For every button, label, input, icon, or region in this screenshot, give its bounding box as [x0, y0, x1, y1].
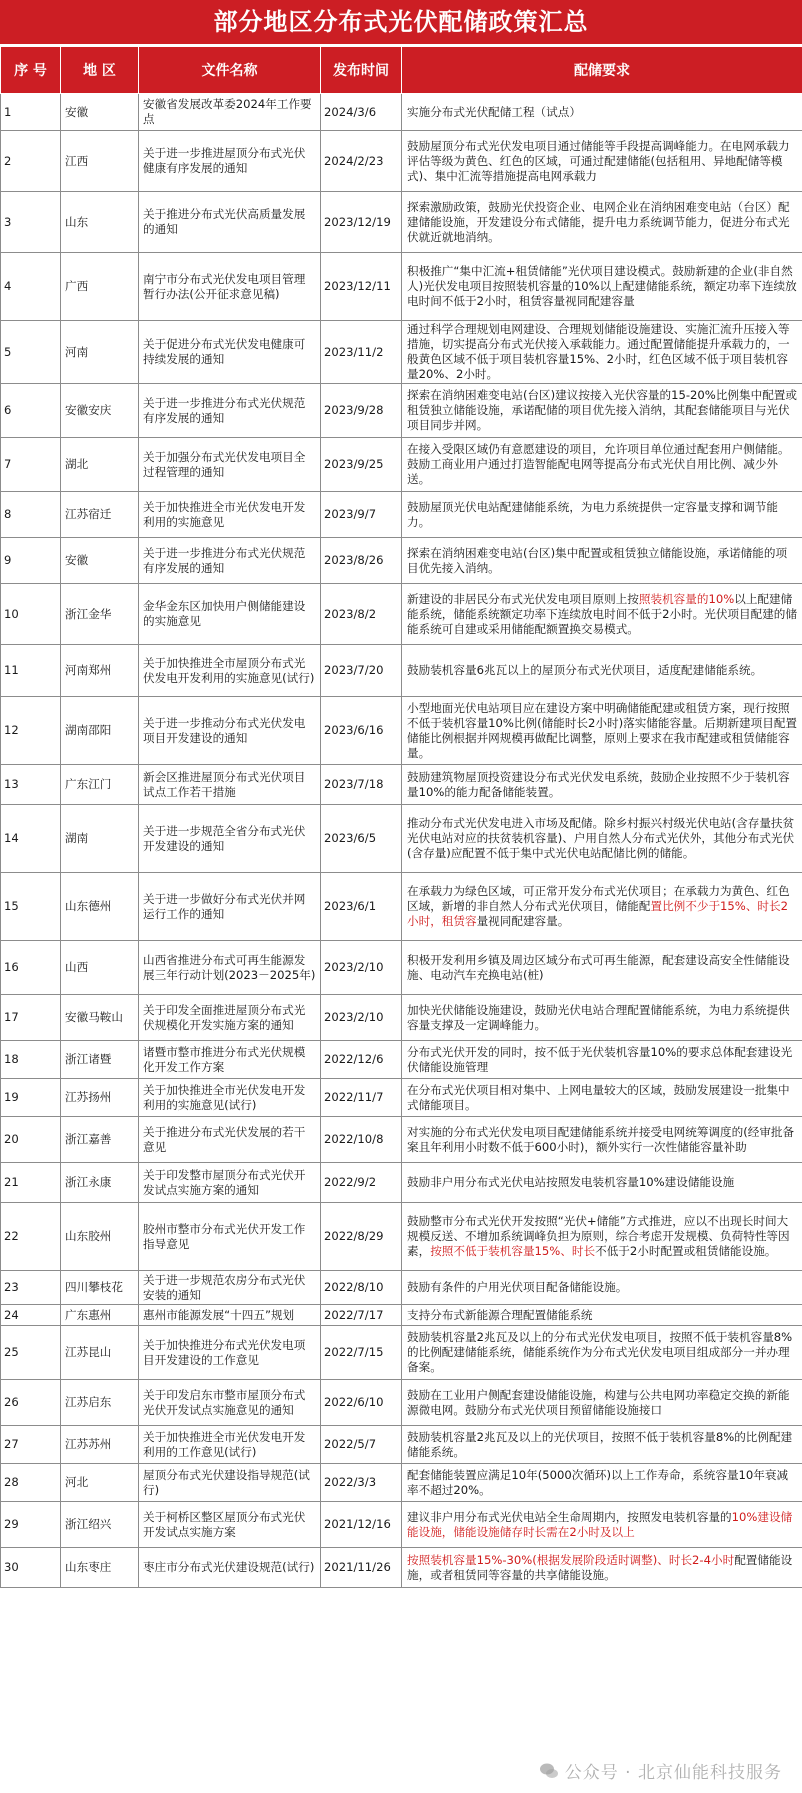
row-region: 山东枣庄: [61, 1548, 139, 1588]
row-document-name: 关于加快推进全市光伏发电开发利用的实施意见(试行): [139, 1079, 321, 1117]
row-number: 7: [1, 438, 61, 492]
row-document-name: 关于加快推进全市屋顶分布式光伏发电开发利用的实施意见(试行): [139, 645, 321, 697]
row-document-name: 关于进一步规范农房分布式光伏安装的通知: [139, 1271, 321, 1305]
table-row: [1, 1203, 802, 1271]
row-date: 2023/6/1: [321, 873, 402, 941]
row-requirement: [402, 1079, 802, 1117]
row-date: 2022/7/17: [321, 1305, 402, 1326]
row-document-name: 关于印发整市屋顶分布式光伏开发试点实施方案的通知: [139, 1163, 321, 1203]
row-date: 2023/12/19: [321, 192, 402, 253]
requirement-text: 实施分布式光伏配储工程（试点）: [407, 104, 581, 119]
row-requirement: [402, 584, 802, 645]
requirement-text: 小型地面光伏电站项目应在建设方案中明确储能配建或租赁方案，现行按照不低于装机容量10%比例(储能时长2小时)落实储能容量。后期新建项目配置储能比例根据并网规模再做配比调整，原则上要求在我市配建或租赁储能容量。: [407, 700, 798, 760]
row-number: 20: [1, 1117, 61, 1163]
row-document-name: 关于柯桥区整区屋顶分布式光伏开发试点实施方案: [139, 1502, 321, 1548]
row-number: 1: [1, 94, 61, 131]
row-region: 江苏扬州: [61, 1079, 139, 1117]
row-region: 安徽安庆: [61, 384, 139, 438]
wechat-icon: [539, 1761, 559, 1781]
row-number: 27: [1, 1426, 61, 1464]
table-row: [1, 1041, 802, 1079]
row-requirement: [402, 131, 802, 192]
table-row: [1, 1502, 802, 1548]
row-number: 10: [1, 584, 61, 645]
row-date: 2024/2/23: [321, 131, 402, 192]
requirement-text: 探索在消纳困难变电站(台区)建议按接入光伏容量的15-20%比例集中配置或租赁独立储能设施，承诺配储的项目优先接入消纳，其配套储能项目与光伏项目同步并网。: [407, 388, 797, 432]
table-header-row: [1, 47, 802, 94]
watermark-text: 公众号 · 北京仙能科技服务: [564, 1763, 782, 1783]
table-row: [1, 873, 802, 941]
page-title: 部分地区分布式光伏配储政策汇总: [0, 0, 802, 46]
row-region: 四川攀枝花: [61, 1271, 139, 1305]
row-number: 16: [1, 941, 61, 995]
row-region: 江苏宿迁: [61, 492, 139, 538]
row-requirement: [402, 1380, 802, 1426]
row-document-name: 关于加快推进全市光伏发电开发利用的实施意见: [139, 492, 321, 538]
header-region: 地 区: [61, 47, 139, 94]
row-requirement: [402, 697, 802, 765]
row-date: 2023/8/26: [321, 538, 402, 584]
row-number: 2: [1, 131, 61, 192]
row-region: 河北: [61, 1464, 139, 1502]
table-row: [1, 1305, 802, 1326]
row-document-name: 关于进一步推进屋顶分布式光伏健康有序发展的通知: [139, 131, 321, 192]
row-date: 2021/12/16: [321, 1502, 402, 1548]
row-requirement: [402, 192, 802, 253]
row-date: 2023/9/7: [321, 492, 402, 538]
table-row: [1, 1548, 802, 1588]
row-date: 2022/8/10: [321, 1271, 402, 1305]
requirement-highlight: 置比例不少于15%、时长2小时，租赁容: [407, 899, 788, 928]
table-row: [1, 995, 802, 1041]
row-document-name: 安徽省发展改革委2024年工作要点: [139, 94, 321, 131]
requirement-text: 在接入受限区域仍有意愿建设的项目，允许项目单位通过配套用户侧储能。鼓励工商业用户通过打造智能配电网等提高分布式光伏自用比例、减少外送。: [407, 442, 790, 486]
row-requirement: [402, 1426, 802, 1464]
row-requirement: [402, 995, 802, 1041]
table-row: [1, 805, 802, 873]
requirement-text: 鼓励有条件的户用光伏项目配备储能设施。: [407, 1280, 628, 1294]
requirement-text: 建议非户用分布式光伏电站全生命周期内，按照发电装机容量的: [407, 1509, 732, 1524]
requirement-highlight: 按照不低于装机容量15%、时长: [430, 1244, 596, 1258]
row-region: 湖南: [61, 805, 139, 873]
table-row: [1, 438, 802, 492]
requirement-text: 在分布式光伏项目相对集中、上网电量较大的区域，鼓励发展建设一批集中式储能项目。: [407, 1082, 790, 1112]
row-number: 11: [1, 645, 61, 697]
table-row: [1, 1079, 802, 1117]
row-number: 30: [1, 1548, 61, 1588]
row-document-name: 金华金东区加快用户侧储能建设的实施意见: [139, 584, 321, 645]
row-number: 29: [1, 1502, 61, 1548]
row-region: 浙江绍兴: [61, 1502, 139, 1548]
table-row: [1, 765, 802, 805]
table-row: [1, 492, 802, 538]
row-requirement: [402, 253, 802, 321]
row-document-name: 南宁市分布式光伏发电项目管理暂行办法(公开征求意见稿): [139, 253, 321, 321]
row-number: 5: [1, 321, 61, 384]
row-number: 14: [1, 805, 61, 873]
row-number: 18: [1, 1041, 61, 1079]
row-date: 2023/2/10: [321, 941, 402, 995]
requirement-text: 在承载力为绿色区域，可正常开发分布式光伏项目；在承载力为黄色、红色区域，新增的非自然人分布式光伏项目，储能配: [407, 884, 790, 913]
table-row: [1, 321, 802, 384]
table-row: [1, 1326, 802, 1380]
row-date: 2023/9/25: [321, 438, 402, 492]
row-document-name: 诸暨市整市推进分布式光伏规模化开发工作方案: [139, 1041, 321, 1079]
row-region: 山西: [61, 941, 139, 995]
policy-table: [0, 46, 802, 1588]
row-number: 24: [1, 1305, 61, 1326]
row-number: 19: [1, 1079, 61, 1117]
requirement-text: 鼓励建筑物屋顶投资建设分布式光伏发电系统，鼓励企业按照不少于装机容量10%的能力配备储能装置。: [407, 769, 790, 799]
row-number: 26: [1, 1380, 61, 1426]
row-date: 2022/6/10: [321, 1380, 402, 1426]
row-number: 15: [1, 873, 61, 941]
requirement-text: 鼓励装机容量2兆瓦及以上的分布式光伏发电项目，按照不低于装机容量8%的比例配建储能系统，储能系统作为分布式光伏发电项目组成部分一并办理备案。: [407, 1330, 793, 1374]
row-requirement: [402, 1502, 802, 1548]
table-row: [1, 94, 802, 131]
row-number: 13: [1, 765, 61, 805]
row-region: 江苏苏州: [61, 1426, 139, 1464]
row-document-name: 关于促进分布式光伏发电健康可持续发展的通知: [139, 321, 321, 384]
watermark: [539, 1758, 782, 1783]
row-document-name: 胶州市整市分布式光伏开发工作指导意见: [139, 1203, 321, 1271]
row-date: 2023/9/28: [321, 384, 402, 438]
row-document-name: 关于印发启东市整市屋顶分布式光伏开发试点实施意见的通知: [139, 1380, 321, 1426]
row-number: 23: [1, 1271, 61, 1305]
row-region: 江苏昆山: [61, 1326, 139, 1380]
header-req: 配储要求: [402, 47, 802, 94]
row-requirement: [402, 941, 802, 995]
requirement-text: 鼓励整市分布式光伏开发按照“光伏+储能”方式推进，应以不出现长时间大规模反送、不增加系统调峰负担为原则，综合考虑开发规模、负荷特性等因素，: [407, 1214, 790, 1258]
row-date: 2022/3/3: [321, 1464, 402, 1502]
row-document-name: 关于印发全面推进屋顶分布式光伏规模化开发实施方案的通知: [139, 995, 321, 1041]
requirement-text: 鼓励非户用分布式光伏电站按照发电装机容量10%建设储能设施: [407, 1175, 735, 1189]
table-row: [1, 1426, 802, 1464]
row-document-name: 关于推进分布式光伏发展的若干意见: [139, 1117, 321, 1163]
row-requirement: [402, 1117, 802, 1163]
row-region: 山东胶州: [61, 1203, 139, 1271]
row-region: 河南: [61, 321, 139, 384]
table-row: [1, 1271, 802, 1305]
row-requirement: [402, 765, 802, 805]
table-row: [1, 941, 802, 995]
table-row: [1, 131, 802, 192]
row-region: 江西: [61, 131, 139, 192]
row-region: 安徽: [61, 94, 139, 131]
row-requirement: [402, 384, 802, 438]
row-requirement: [402, 1548, 802, 1588]
row-date: 2024/3/6: [321, 94, 402, 131]
row-region: 浙江诸暨: [61, 1041, 139, 1079]
row-document-name: 屋顶分布式光伏建设指导规范(试行): [139, 1464, 321, 1502]
row-region: 广东江门: [61, 765, 139, 805]
row-requirement: [402, 805, 802, 873]
table-row: [1, 192, 802, 253]
table-row: [1, 1117, 802, 1163]
row-document-name: 惠州市能源发展“十四五”规划: [139, 1305, 321, 1326]
row-requirement: [402, 1305, 802, 1326]
requirement-text: 分布式光伏开发的同时，按不低于光伏装机容量10%的要求总体配套建设光伏储能设施管理: [407, 1044, 793, 1074]
table-row: [1, 384, 802, 438]
requirement-text: 支持分布式新能源合理配置储能系统: [407, 1307, 593, 1322]
requirement-tail: 不低于2小时配置或租赁储能设施。: [595, 1244, 777, 1258]
table-body: [1, 94, 802, 1588]
table-row: [1, 538, 802, 584]
row-document-name: 关于进一步做好分布式光伏并网运行工作的通知: [139, 873, 321, 941]
row-number: 6: [1, 384, 61, 438]
table-row: [1, 645, 802, 697]
row-requirement: [402, 873, 802, 941]
row-number: 8: [1, 492, 61, 538]
requirement-text: 积极推广“集中汇流+租赁储能”光伏项目建设模式。鼓励新建的企业(非自然人)光伏发电项目按照装机容量的10%以上配建储能系统，额定功率下连续放电时间不低于2小时，租赁容量视同配建容量: [407, 264, 797, 308]
table-row: [1, 1380, 802, 1426]
row-requirement: [402, 1464, 802, 1502]
row-document-name: 枣庄市分布式光伏建设规范(试行): [139, 1548, 321, 1588]
table-row: [1, 697, 802, 765]
requirement-text: 加快光伏储能设施建设，鼓励光伏电站合理配置储能系统，为电力系统提供容量支撑及一定调峰能力。: [407, 1002, 790, 1032]
row-date: 2023/11/2: [321, 321, 402, 384]
row-requirement: [402, 645, 802, 697]
row-date: 2022/9/2: [321, 1163, 402, 1203]
row-region: 广西: [61, 253, 139, 321]
table-row: [1, 253, 802, 321]
row-number: 25: [1, 1326, 61, 1380]
requirement-highlight: 按照装机容量15%-30%(根据发展阶段适时调整)、时长2-4小时: [407, 1552, 735, 1567]
row-requirement: [402, 1271, 802, 1305]
requirement-tail: 以上配建储能系统，储能系统额定功率下连续放电时间不低于2小时。光伏项目配建的储能系统可自建或采用储能配额置换交易模式。: [407, 591, 797, 636]
row-document-name: 关于加强分布式光伏发电项目全过程管理的通知: [139, 438, 321, 492]
requirement-text: 探索激励政策，鼓励光伏投资企业、电网企业在消纳困难变电站（台区）配建储能设施，开发建设分布式储能，提升电力系统调节能力，促进分布式光伏就近就地消纳。: [407, 199, 790, 244]
row-requirement: [402, 1163, 802, 1203]
row-number: 21: [1, 1163, 61, 1203]
requirement-tail: 配置储能设施，或者租赁同等容量的共享储能设施。: [407, 1552, 793, 1582]
header-doc: 文件名称: [139, 47, 321, 94]
requirement-text: 鼓励装机容量6兆瓦以上的屋顶分布式光伏项目，适度配建储能系统。: [407, 663, 763, 677]
header-date: 发布时间: [321, 47, 402, 94]
row-document-name: 关于进一步规范全省分布式光伏开发建设的通知: [139, 805, 321, 873]
row-number: 4: [1, 253, 61, 321]
requirement-text: 积极开发利用乡镇及周边区域分布式可再生能源，配套建设高安全性储能设施、电动汽车充换电站(桩): [407, 952, 790, 982]
row-document-name: 关于推进分布式光伏高质量发展的通知: [139, 192, 321, 253]
row-date: 2023/6/5: [321, 805, 402, 873]
requirement-text: 鼓励在工业用户侧配套建设储能设施，构建与公共电网功率稳定交换的新能源微电网。鼓励分布式光伏项目预留储能设施接口: [407, 1387, 790, 1417]
header-no: 序 号: [1, 47, 61, 94]
requirement-text: 探索在消纳困难变电站(台区)集中配置或租赁独立储能设施，承诺储能的项目优先接入消纳。: [407, 545, 788, 575]
row-date: 2022/7/15: [321, 1326, 402, 1380]
requirement-text: 对实施的分布式光伏发电项目配建储能系统并接受电网统筹调度的(经审批备案且年利用小时数不低于600小时)，额外实行一次性储能容量补助: [407, 1124, 795, 1154]
row-document-name: 关于加快推进全市光伏发电开发利用的工作意见(试行): [139, 1426, 321, 1464]
row-date: 2023/6/16: [321, 697, 402, 765]
row-number: 3: [1, 192, 61, 253]
row-document-name: 关于进一步推进分布式光伏规范有序发展的通知: [139, 538, 321, 584]
row-date: 2022/11/7: [321, 1079, 402, 1117]
row-requirement: [402, 1041, 802, 1079]
row-date: 2023/7/20: [321, 645, 402, 697]
row-document-name: 关于进一步推进分布式光伏规范有序发展的通知: [139, 384, 321, 438]
row-requirement: [402, 492, 802, 538]
row-number: 17: [1, 995, 61, 1041]
row-requirement: [402, 94, 802, 131]
row-number: 22: [1, 1203, 61, 1271]
row-region: 安徽: [61, 538, 139, 584]
row-date: 2023/12/11: [321, 253, 402, 321]
row-number: 28: [1, 1464, 61, 1502]
row-region: 山东: [61, 192, 139, 253]
row-requirement: [402, 438, 802, 492]
row-region: 浙江金华: [61, 584, 139, 645]
row-region: 浙江永康: [61, 1163, 139, 1203]
row-requirement: [402, 1203, 802, 1271]
row-date: 2023/2/10: [321, 995, 402, 1041]
row-document-name: 关于进一步推动分布式光伏发电项目开发建设的通知: [139, 697, 321, 765]
row-date: 2022/8/29: [321, 1203, 402, 1271]
table-row: [1, 1163, 802, 1203]
row-region: 广东惠州: [61, 1305, 139, 1326]
requirement-text: 鼓励屋顶分布式光伏发电项目通过储能等手段提高调峰能力。在电网承载力评估等级为黄色、红色的区域，可通过配建储能(包括租用、异地配储等模式)、集中汇流等措施提高电网承载力: [407, 138, 790, 183]
row-document-name: 新会区推进屋顶分布式光伏项目试点工作若干措施: [139, 765, 321, 805]
row-date: 2021/11/26: [321, 1548, 402, 1588]
row-number: 12: [1, 697, 61, 765]
row-region: 湖北: [61, 438, 139, 492]
requirement-text: 鼓励屋顶光伏电站配建储能系统，为电力系统提供一定容量支撑和调节能力。: [407, 499, 779, 529]
row-date: 2022/5/7: [321, 1426, 402, 1464]
row-number: 9: [1, 538, 61, 584]
row-region: 安徽马鞍山: [61, 995, 139, 1041]
row-date: 2023/7/18: [321, 765, 402, 805]
requirement-text: 配套储能装置应满足10年(5000次循环)以上工作寿命，系统容量10年衰减率不超过20%。: [407, 1467, 789, 1497]
row-region: 浙江嘉善: [61, 1117, 139, 1163]
row-region: 江苏启东: [61, 1380, 139, 1426]
requirement-text: 鼓励装机容量2兆瓦及以上的光伏项目，按照不低于装机容量8%的比例配建储能系统。: [407, 1429, 793, 1459]
row-document-name: 山西省推进分布式可再生能源发展三年行动计划(2023－2025年): [139, 941, 321, 995]
requirement-text: 新建设的非居民分布式光伏发电项目原则上按: [407, 591, 639, 606]
requirement-highlight: 照装机容量的10%: [638, 591, 735, 606]
table-row: [1, 1464, 802, 1502]
row-date: 2022/10/8: [321, 1117, 402, 1163]
requirement-highlight: 10%建设储能设施，储能设施储存时长需在2小时及以上: [407, 1509, 793, 1539]
requirement-text: 通过科学合理规划电网建设、合理规划储能设施建设、实施汇流升压接入等措施，切实提高分布式光伏接入承载能力。通过配置储能提升承载力的，一般黄色区域不低于项目装机容量15%、2小时，红色区域不低于项目装机容量20%、2小时。: [407, 322, 790, 381]
row-document-name: 关于加快推进分布式光伏发电项目开发建设的工作意见: [139, 1326, 321, 1380]
requirement-tail: 量视同配建容量。: [476, 914, 570, 928]
row-requirement: [402, 1326, 802, 1380]
row-date: 2022/12/6: [321, 1041, 402, 1079]
table-row: [1, 584, 802, 645]
row-region: 湖南邵阳: [61, 697, 139, 765]
row-date: 2023/8/2: [321, 584, 402, 645]
requirement-text: 推动分布式光伏发电进入市场及配储。除乡村振兴村级光伏电站(含存量扶贫光伏电站对应的扶贫装机容量)、户用自然人分布式光伏外，其他分布式光伏(含存量)应配置不低于集中式光伏电站配储比例的储能。: [407, 816, 795, 860]
row-requirement: [402, 538, 802, 584]
row-region: 河南郑州: [61, 645, 139, 697]
row-requirement: [402, 321, 802, 384]
row-region: 山东德州: [61, 873, 139, 941]
